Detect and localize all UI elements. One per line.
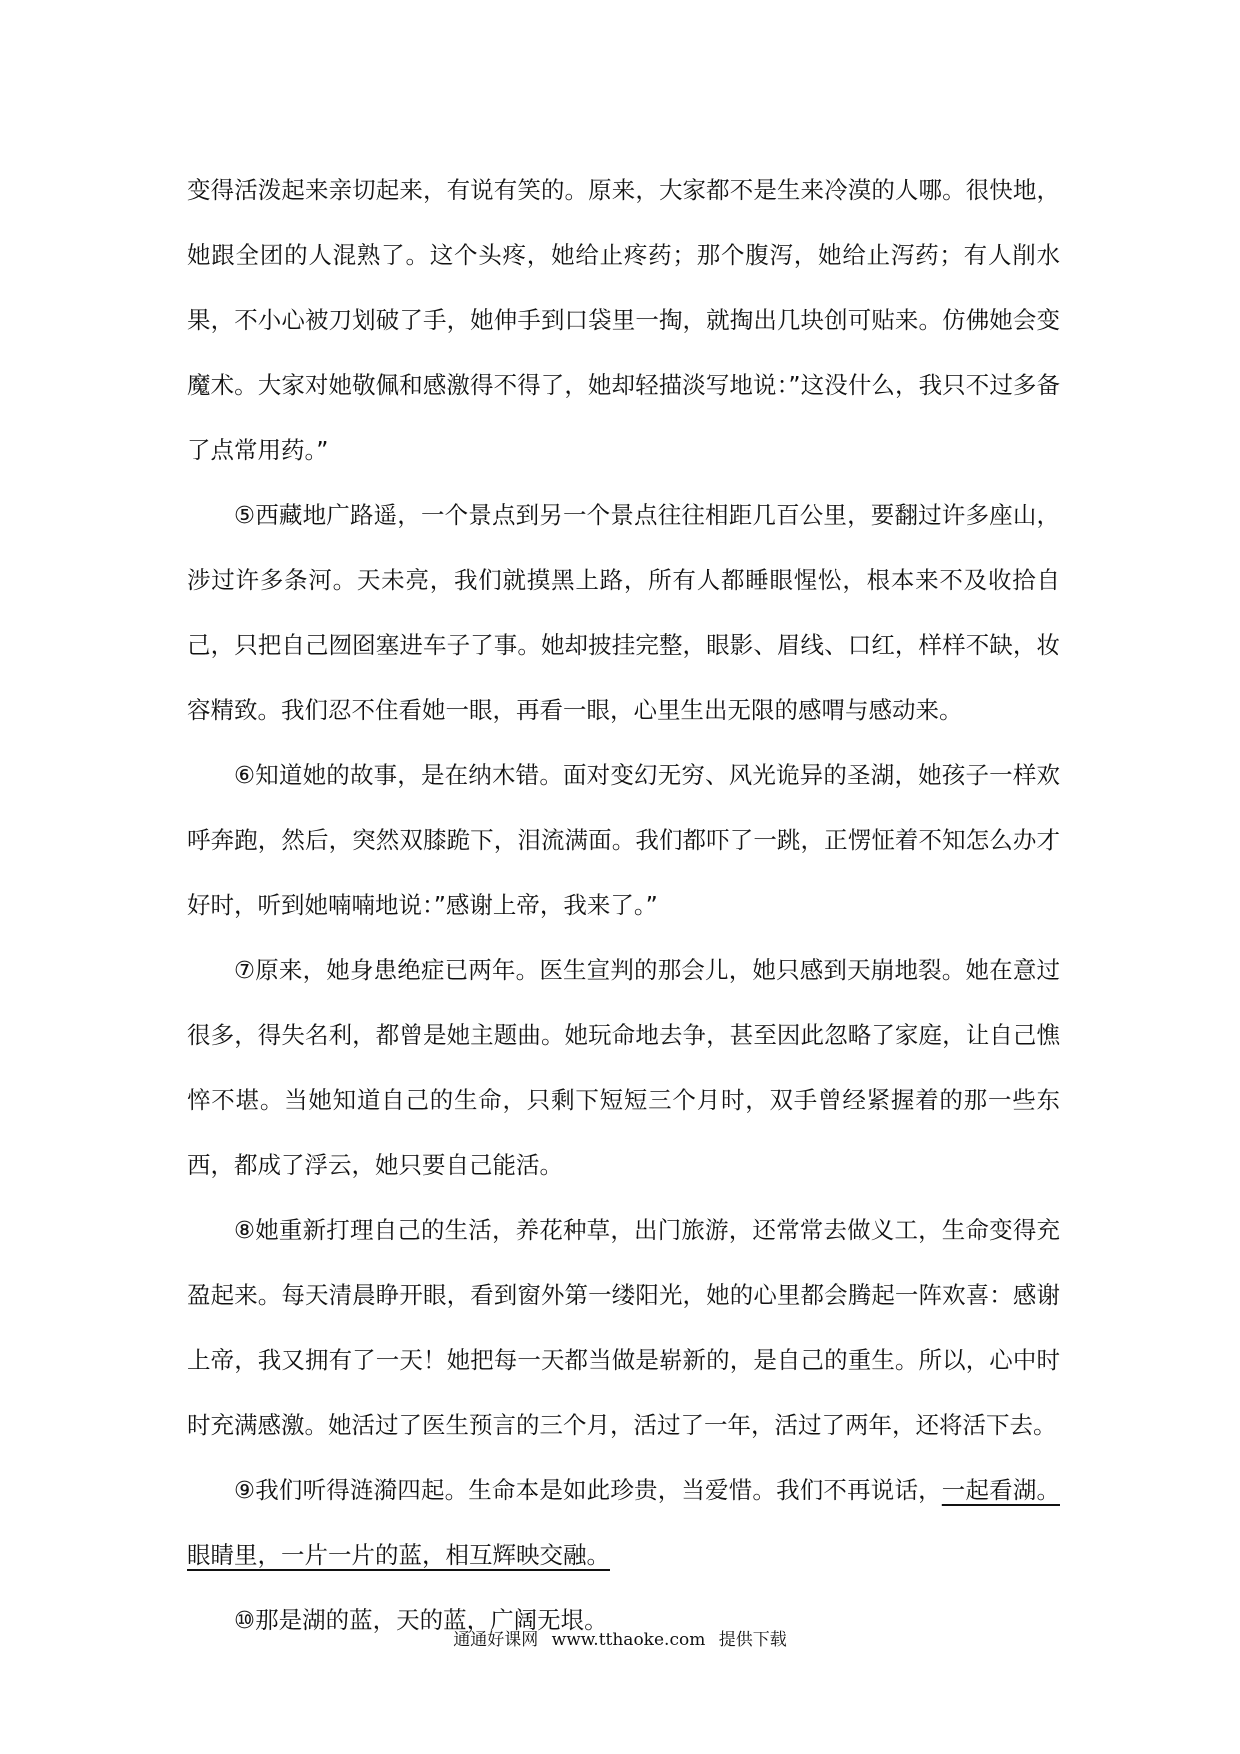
paragraph-8: ⑧她重新打理自己的生活，养花种草，出门旅游，还常常去做义工，生命变得充盈起来。每天清晨睁开眼，看到窗外第一缕阳光，她的心里都会腾起一阵欢喜：感谢上帝，我又拥有了一天！她把每一天都当做是崭新的，是自己的重生。所以，心中时时充满感激。她活过了医生预言的三个月，活过了一年，活过了两年，还将活下去。	[187, 1216, 1060, 1439]
paragraph-9	[187, 1458, 1060, 1588]
paragraph-continuation: 变得活泼起来亲切起来，有说有笑的。原来，大家都不是生来冷漠的人哪。很快地，她跟全团的人混熟了。这个头疼，她给止疼药；那个腹泻，她给止泻药；有人削水果，不小心被刀划破了手，她伸手到口袋里一掏，就掏出几块创可贴来。仿佛她会变魔术。大家对她敬佩和感激得不得了，她却轻描淡写地说：”这没什么，我只不过多备了点常用药。”	[187, 176, 1060, 464]
paragraph-6: ⑥知道她的故事，是在纳木错。面对变幻无穷、风光诡异的圣湖，她孩子一样欢呼奔跑，然后，突然双膝跪下，泪流满面。我们都吓了一跳，正愣怔着不知怎么办才好时，听到她喃喃地说：”感谢上帝，我来了。”	[187, 761, 1060, 919]
footer-site-name: 通通好课网	[453, 1630, 539, 1650]
paragraph-10: ⑩那是湖的蓝，天的蓝，广阔无垠。	[234, 1606, 608, 1634]
paragraph-9-text: ⑨我们听得涟漪四起。生命本是如此珍贵，当爱惜。我们不再说话，	[234, 1476, 942, 1504]
article-body	[187, 158, 1060, 1653]
footer-suffix: 提供下载	[718, 1630, 787, 1650]
footer-url: www.tthaoke.com	[551, 1630, 706, 1650]
paragraph-9-underlined-text: 一起看湖。眼睛里，一片一片的蓝，相互辉映交融。	[187, 1476, 1060, 1569]
paragraph-7: ⑦原来，她身患绝症已两年。医生宣判的那会儿，她只感到天崩地裂。她在意过很多，得失名利，都曾是她主题曲。她玩命地去争，甚至因此忽略了家庭，让自己憔悴不堪。当她知道自己的生命，只剩下短短三个月时，双手曾经紧握着的那一些东西，都成了浮云，她只要自己能活。	[187, 956, 1060, 1179]
paragraph-5: ⑤西藏地广路遥，一个景点到另一个景点往往相距几百公里，要翻过许多座山，涉过许多条河。天未亮，我们就摸黑上路，所有人都睡眼惺忪，根本来不及收拾自己，只把自己囫囵塞进车子了事。她却披挂完整，眼影、眉线、口红，样样不缺，妆容精致。我们忍不住看她一眼，再看一眼，心里生出无限的感喟与感动来。	[187, 501, 1060, 724]
page-footer	[0, 1628, 1240, 1652]
